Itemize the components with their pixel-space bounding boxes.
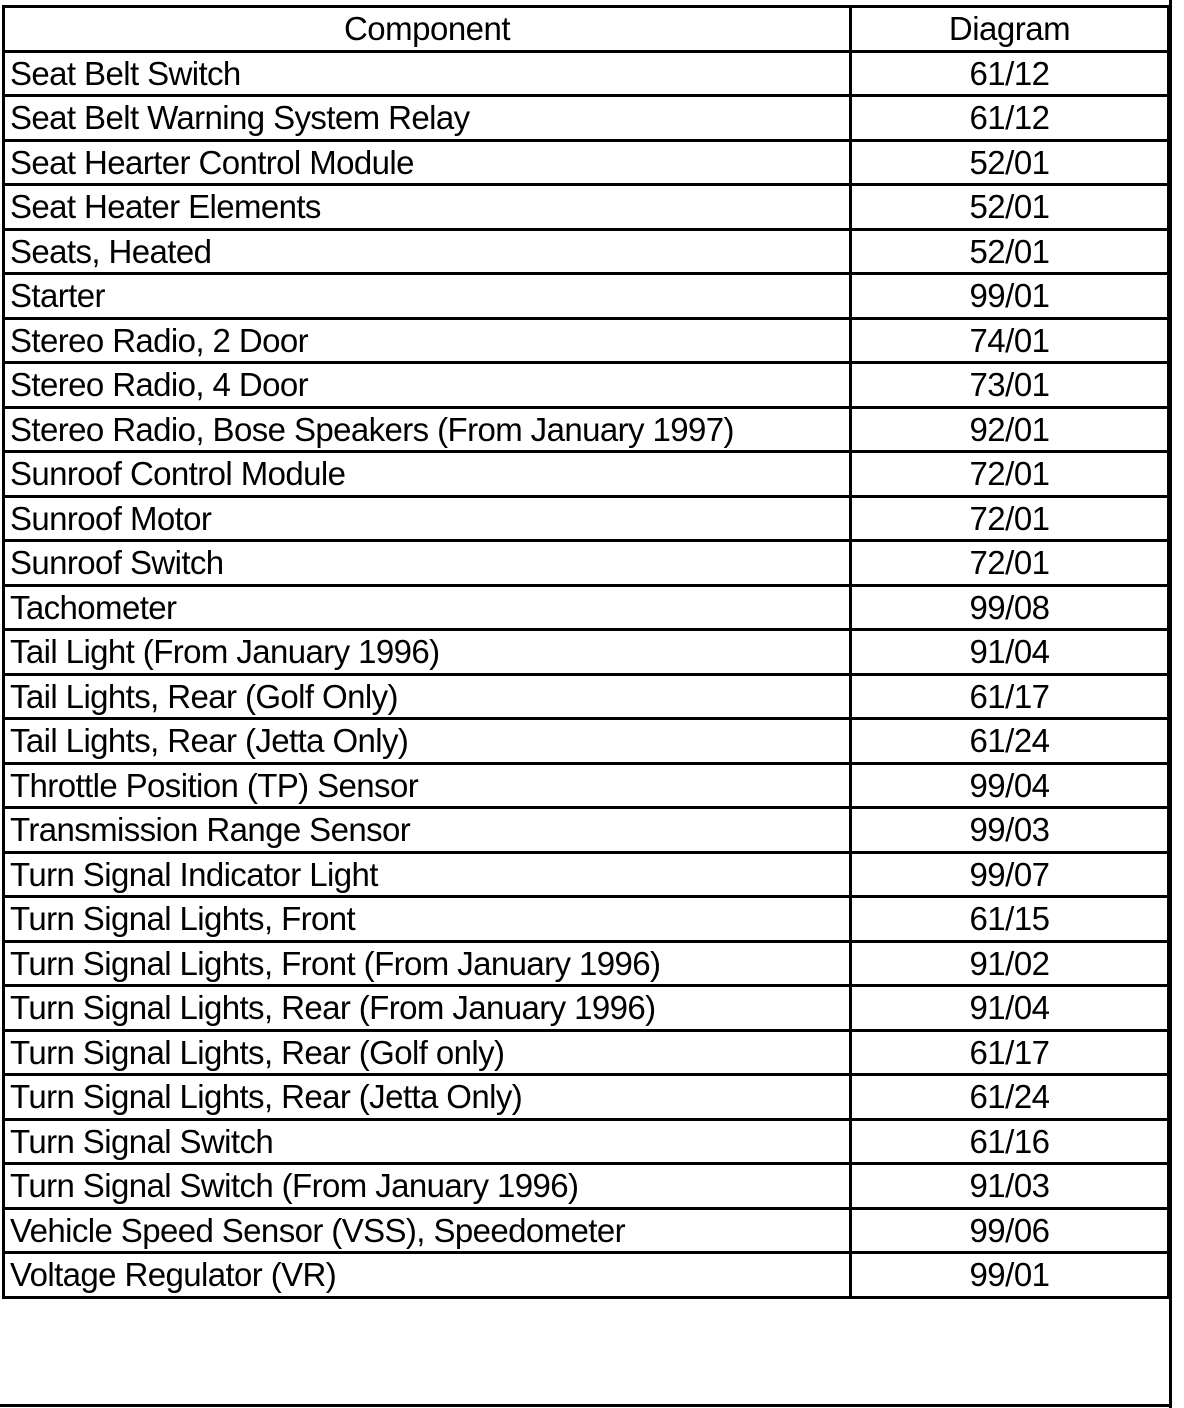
table-row	[4, 274, 1169, 319]
table-row	[4, 363, 1169, 408]
table-row	[4, 897, 1169, 942]
page-edge-right	[1169, 0, 1172, 1408]
diagram-column-header: Diagram	[851, 7, 1169, 52]
component-cell: Turn Signal Switch (From January 1996)	[4, 1164, 851, 1209]
component-cell: Voltage Regulator (VR)	[4, 1253, 851, 1298]
diagram-cell: 61/12	[851, 96, 1169, 141]
table-row	[4, 1119, 1169, 1164]
component-diagram-table	[2, 5, 1170, 1299]
component-cell: Turn Signal Lights, Rear (From January 1996)	[4, 986, 851, 1031]
component-cell: Tail Lights, Rear (Jetta Only)	[4, 719, 851, 764]
table-row	[4, 1253, 1169, 1298]
diagram-cell: 72/01	[851, 541, 1169, 586]
component-cell: Stereo Radio, 2 Door	[4, 318, 851, 363]
table-row	[4, 185, 1169, 230]
component-cell: Turn Signal Lights, Front	[4, 897, 851, 942]
component-cell: Seats, Heated	[4, 229, 851, 274]
component-cell: Tachometer	[4, 585, 851, 630]
diagram-cell: 72/01	[851, 452, 1169, 497]
table-row	[4, 51, 1169, 96]
diagram-cell: 61/17	[851, 674, 1169, 719]
diagram-cell: 91/02	[851, 941, 1169, 986]
table-row	[4, 96, 1169, 141]
component-cell: Transmission Range Sensor	[4, 808, 851, 853]
diagram-cell: 61/16	[851, 1119, 1169, 1164]
diagram-cell: 91/04	[851, 630, 1169, 675]
diagram-cell: 91/04	[851, 986, 1169, 1031]
diagram-cell: 92/01	[851, 407, 1169, 452]
diagram-cell: 99/03	[851, 808, 1169, 853]
diagram-cell: 99/04	[851, 763, 1169, 808]
table-row	[4, 808, 1169, 853]
page-edge-bottom	[0, 1404, 1172, 1407]
component-cell: Seat Heater Elements	[4, 185, 851, 230]
table-row	[4, 229, 1169, 274]
diagram-cell: 52/01	[851, 140, 1169, 185]
table-row	[4, 1164, 1169, 1209]
table-row	[4, 541, 1169, 586]
component-cell: Turn Signal Lights, Front (From January 1996)	[4, 941, 851, 986]
table-row	[4, 585, 1169, 630]
table-row	[4, 140, 1169, 185]
component-cell: Turn Signal Lights, Rear (Jetta Only)	[4, 1075, 851, 1120]
component-cell: Seat Belt Warning System Relay	[4, 96, 851, 141]
table-row	[4, 674, 1169, 719]
component-cell: Turn Signal Switch	[4, 1119, 851, 1164]
diagram-cell: 61/24	[851, 1075, 1169, 1120]
component-cell: Starter	[4, 274, 851, 319]
table-row	[4, 1030, 1169, 1075]
component-cell: Seat Hearter Control Module	[4, 140, 851, 185]
diagram-cell: 99/01	[851, 1253, 1169, 1298]
diagram-cell: 74/01	[851, 318, 1169, 363]
component-cell: Turn Signal Lights, Rear (Golf only)	[4, 1030, 851, 1075]
table-row	[4, 452, 1169, 497]
component-cell: Seat Belt Switch	[4, 51, 851, 96]
component-cell: Vehicle Speed Sensor (VSS), Speedometer	[4, 1208, 851, 1253]
diagram-cell: 61/24	[851, 719, 1169, 764]
diagram-cell: 99/08	[851, 585, 1169, 630]
table-row	[4, 407, 1169, 452]
diagram-cell: 99/01	[851, 274, 1169, 319]
table-row	[4, 719, 1169, 764]
table-row	[4, 496, 1169, 541]
diagram-cell: 61/15	[851, 897, 1169, 942]
component-cell: Sunroof Switch	[4, 541, 851, 586]
table-row	[4, 1075, 1169, 1120]
component-column-header: Component	[4, 7, 851, 52]
table-row	[4, 941, 1169, 986]
component-cell: Sunroof Motor	[4, 496, 851, 541]
table-row	[4, 852, 1169, 897]
table-row	[4, 630, 1169, 675]
diagram-cell: 72/01	[851, 496, 1169, 541]
component-cell: Throttle Position (TP) Sensor	[4, 763, 851, 808]
component-cell: Tail Lights, Rear (Golf Only)	[4, 674, 851, 719]
table-row	[4, 318, 1169, 363]
table-header-row	[4, 7, 1169, 52]
component-cell: Tail Light (From January 1996)	[4, 630, 851, 675]
table-row	[4, 763, 1169, 808]
diagram-cell: 61/17	[851, 1030, 1169, 1075]
diagram-cell: 99/06	[851, 1208, 1169, 1253]
diagram-cell: 91/03	[851, 1164, 1169, 1209]
diagram-cell: 52/01	[851, 229, 1169, 274]
component-cell: Stereo Radio, 4 Door	[4, 363, 851, 408]
component-cell: Stereo Radio, Bose Speakers (From January 1997)	[4, 407, 851, 452]
diagram-cell: 52/01	[851, 185, 1169, 230]
diagram-cell: 61/12	[851, 51, 1169, 96]
table-row	[4, 1208, 1169, 1253]
component-cell: Turn Signal Indicator Light	[4, 852, 851, 897]
diagram-cell: 99/07	[851, 852, 1169, 897]
component-cell: Sunroof Control Module	[4, 452, 851, 497]
diagram-cell: 73/01	[851, 363, 1169, 408]
table-row	[4, 986, 1169, 1031]
